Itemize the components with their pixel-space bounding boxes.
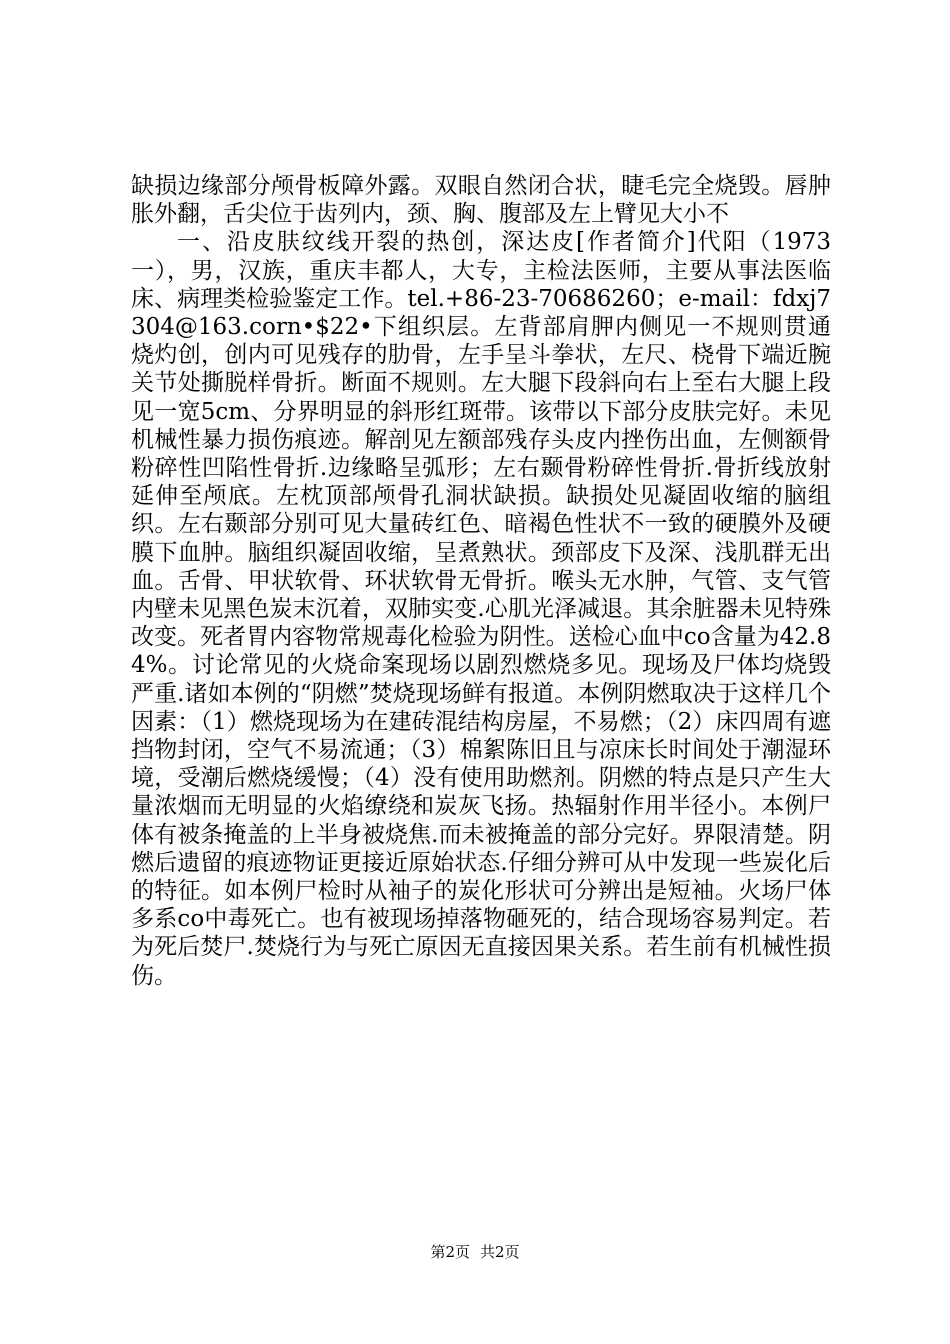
paragraph-main: 一、沿皮肤纹线开裂的热创，深达皮[作者简介]代阳（1973一），男，汉族，重庆丰都人，大专，主检法医师，主要从事法医临床、病理类检验鉴定工作。tel.+86-23-70686260；e-mail：fdxj7304@163.corn•$22•下组织层。左背部肩胛内侧见一不规则贯通烧灼创，创内可见残存的肋骨，左手呈斗拳状，左尺、桡骨下端近腕关节处撕脱样骨折。断面不规则。左大腿下段斜向右上至右大腿上段见一宽5cm、分界明显的斜形红斑带。该带以下部分皮肤完好。未见机械性暴力损伤痕迹。解剖见左额部残存头皮内挫伤出血，左侧额骨粉碎性凹陷性骨折.边缘略呈弧形；左右颞骨粉碎性骨折.骨折线放射延伸至颅底。左枕顶部颅骨孔洞状缺损。缺损处见凝固收缩的脑组织。左右颞部分别可见大量砖红色、暗褐色性状不一致的硬膜外及硬膜下血肿。脑组织凝固收缩，呈煮熟状。颈部皮下及深、浅肌群无出血。舌骨、甲状软骨、环状软骨无骨折。喉头无水肿，气管、支气管内壁未见黑色炭末沉着，双肺实变.心肌光泽减退。其余脏器未见特殊改变。死者胃内容物常规毒化检验为阴性。送检心血中co含量为42.84%。讨论常见的火烧命案现场以剧烈燃烧多见。现场及尸体均烧毁严重.诸如本例的“阴燃”焚烧现场鲜有报道。本例阴燃取决于这样几个因素：（1）燃烧现场为在建砖混结构房屋，不易燃；（2）床四周有遮挡物封闭，空气不易流通；（3）棉絮陈旧且与凉床长时间处于潮湿环境，受潮后燃烧缓慢；（4）没有使用助燃剂。阴燃的特点是只产生大量浓烟而无明显的火焰缭绕和炭灰飞扬。热辐射作用半径小。本例尸体有被条掩盖的上半身被烧焦.而未被掩盖的部分完好。界限清楚。阴燃后遗留的痕迹物证更接近原始状态.仔细分辨可从中发现一些炭化后的特征。如本例尸检时从袖子的炭化形状可分辨出是短袖。火场尸体多系co中毒死亡。也有被现场掉落物砸死的，结合现场容易判定。若为死后焚尸.焚烧行为与死亡原因无直接因果关系。若生前有机械性损伤。 [131, 229, 831, 989]
document-body [131, 172, 831, 990]
page-footer [0, 1243, 950, 1261]
page-number: 第2页 [430, 1243, 470, 1261]
page-total: 共2页 [480, 1243, 520, 1261]
paragraph-continuation: 缺损边缘部分颅骨板障外露。双眼自然闭合状，睫毛完全烧毁。唇肿胀外翻，舌尖位于齿列内，颈、胸、腹部及左上臂见大小不 [131, 173, 831, 228]
